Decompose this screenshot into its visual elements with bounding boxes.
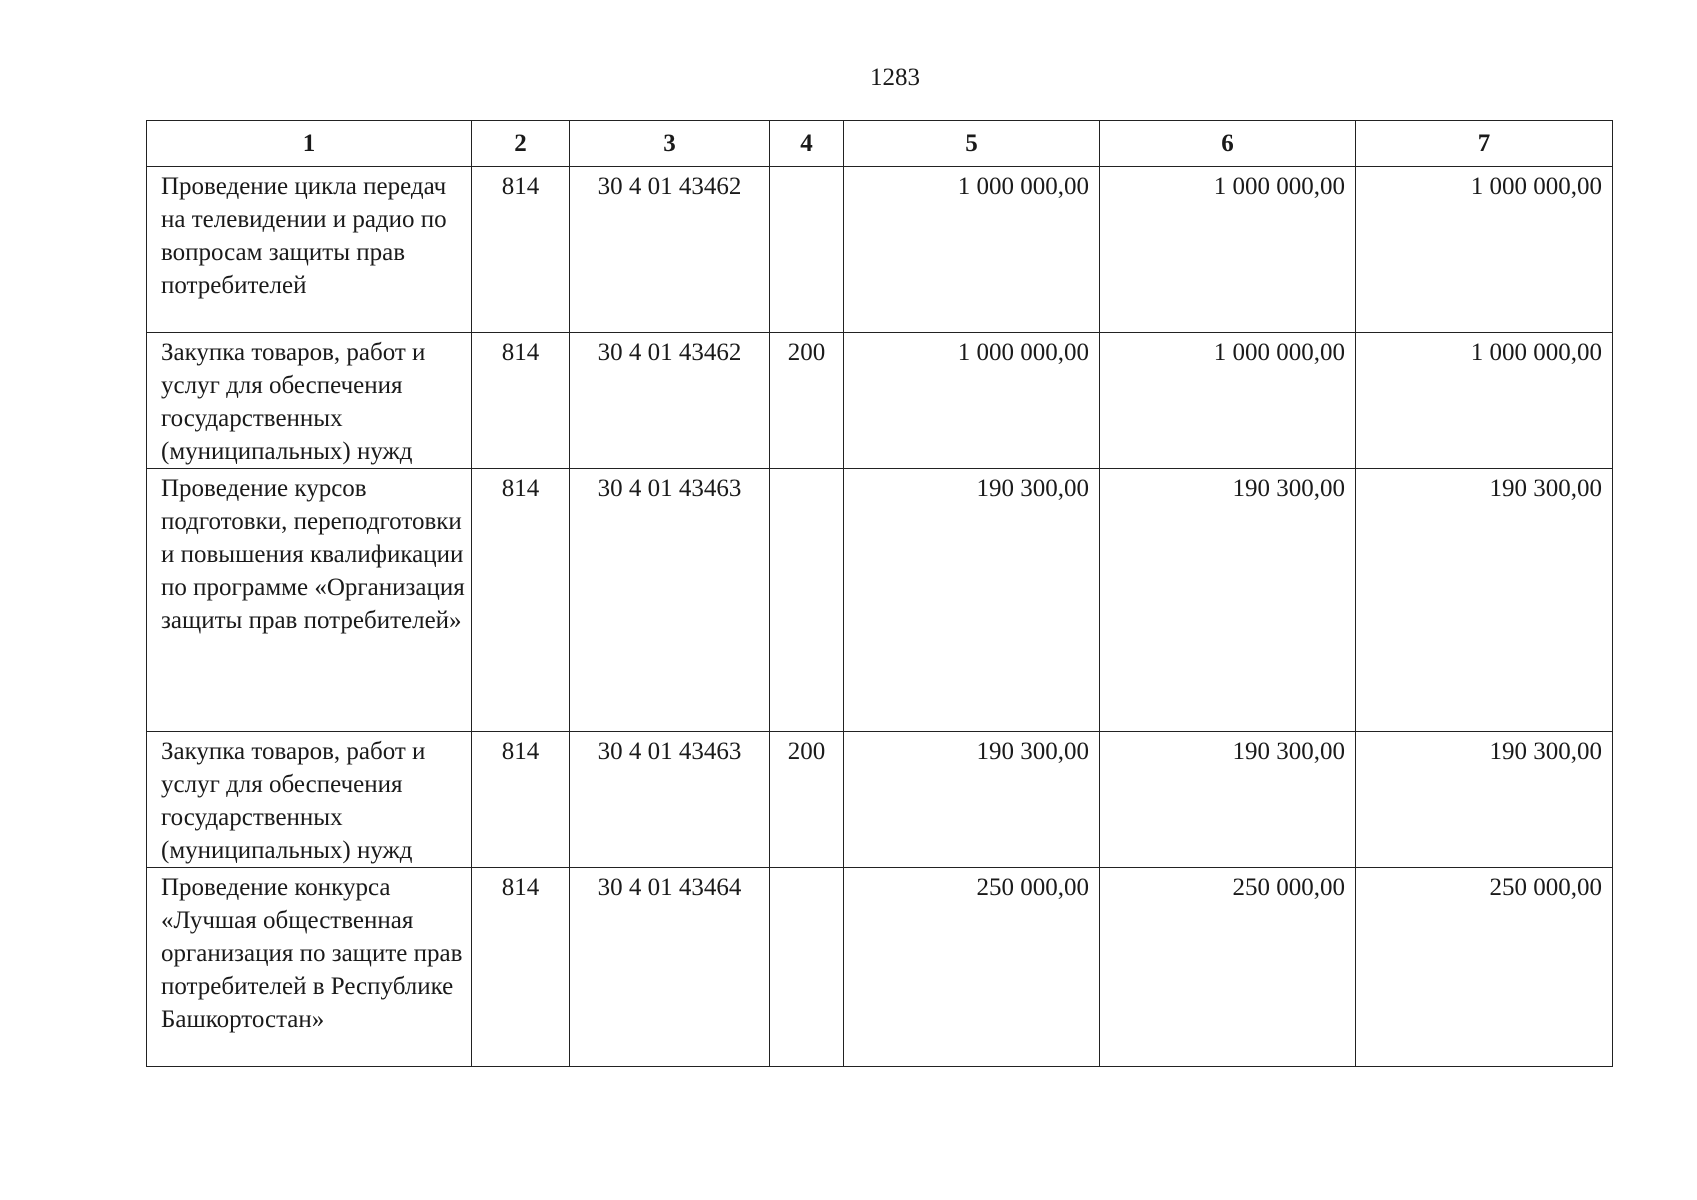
row-ministry-code: 814 xyxy=(472,167,570,333)
row-target-code: 30 4 01 43463 xyxy=(570,469,770,732)
row-expense-type xyxy=(770,469,844,732)
row-name: Проведение конкурса «Лучшая общественная организация по защите прав потребителей в Республике Башкортостан» xyxy=(147,868,472,1067)
row-amount-col-5: 190 300,00 xyxy=(844,732,1100,868)
header-col-4: 4 xyxy=(770,121,844,167)
table-row xyxy=(147,333,1613,469)
table-row xyxy=(147,732,1613,868)
row-amount-col-5: 250 000,00 xyxy=(844,868,1100,1067)
row-expense-type xyxy=(770,167,844,333)
row-name: Проведение курсов подготовки, переподготовки и повышения квалификации по программе «Организация защиты прав потребителей» xyxy=(147,469,472,732)
row-amount-col-6: 190 300,00 xyxy=(1100,732,1356,868)
row-target-code: 30 4 01 43464 xyxy=(570,868,770,1067)
row-ministry-code: 814 xyxy=(472,469,570,732)
row-amount-col-6: 250 000,00 xyxy=(1100,868,1356,1067)
row-amount-col-5: 190 300,00 xyxy=(844,469,1100,732)
row-name: Закупка товаров, работ и услуг для обеспечения государственных (муниципальных) нужд xyxy=(147,732,472,868)
table-row xyxy=(147,167,1613,333)
row-amount-col-7: 190 300,00 xyxy=(1356,732,1613,868)
row-ministry-code: 814 xyxy=(472,868,570,1067)
row-expense-type: 200 xyxy=(770,333,844,469)
row-amount-col-7: 190 300,00 xyxy=(1356,469,1613,732)
row-target-code: 30 4 01 43463 xyxy=(570,732,770,868)
header-col-7: 7 xyxy=(1356,121,1613,167)
row-ministry-code: 814 xyxy=(472,732,570,868)
row-name: Проведение цикла передач на телевидении и радио по вопросам защиты прав потребителей xyxy=(147,167,472,333)
row-amount-col-5: 1 000 000,00 xyxy=(844,167,1100,333)
header-col-2: 2 xyxy=(472,121,570,167)
header-col-5: 5 xyxy=(844,121,1100,167)
row-ministry-code: 814 xyxy=(472,333,570,469)
header-col-3: 3 xyxy=(570,121,770,167)
page-number: 1283 xyxy=(870,64,920,91)
row-amount-col-5: 1 000 000,00 xyxy=(844,333,1100,469)
header-col-6: 6 xyxy=(1100,121,1356,167)
row-amount-col-6: 190 300,00 xyxy=(1100,469,1356,732)
row-amount-col-6: 1 000 000,00 xyxy=(1100,167,1356,333)
row-expense-type: 200 xyxy=(770,732,844,868)
table-row xyxy=(147,469,1613,732)
row-amount-col-7: 1 000 000,00 xyxy=(1356,167,1613,333)
row-target-code: 30 4 01 43462 xyxy=(570,167,770,333)
header-row xyxy=(147,121,1613,167)
row-name: Закупка товаров, работ и услуг для обеспечения государственных (муниципальных) нужд xyxy=(147,333,472,469)
row-expense-type xyxy=(770,868,844,1067)
row-target-code: 30 4 01 43462 xyxy=(570,333,770,469)
table-row xyxy=(147,868,1613,1067)
row-amount-col-6: 1 000 000,00 xyxy=(1100,333,1356,469)
header-col-1: 1 xyxy=(147,121,472,167)
row-amount-col-7: 1 000 000,00 xyxy=(1356,333,1613,469)
budget-table xyxy=(146,120,1613,1067)
row-amount-col-7: 250 000,00 xyxy=(1356,868,1613,1067)
